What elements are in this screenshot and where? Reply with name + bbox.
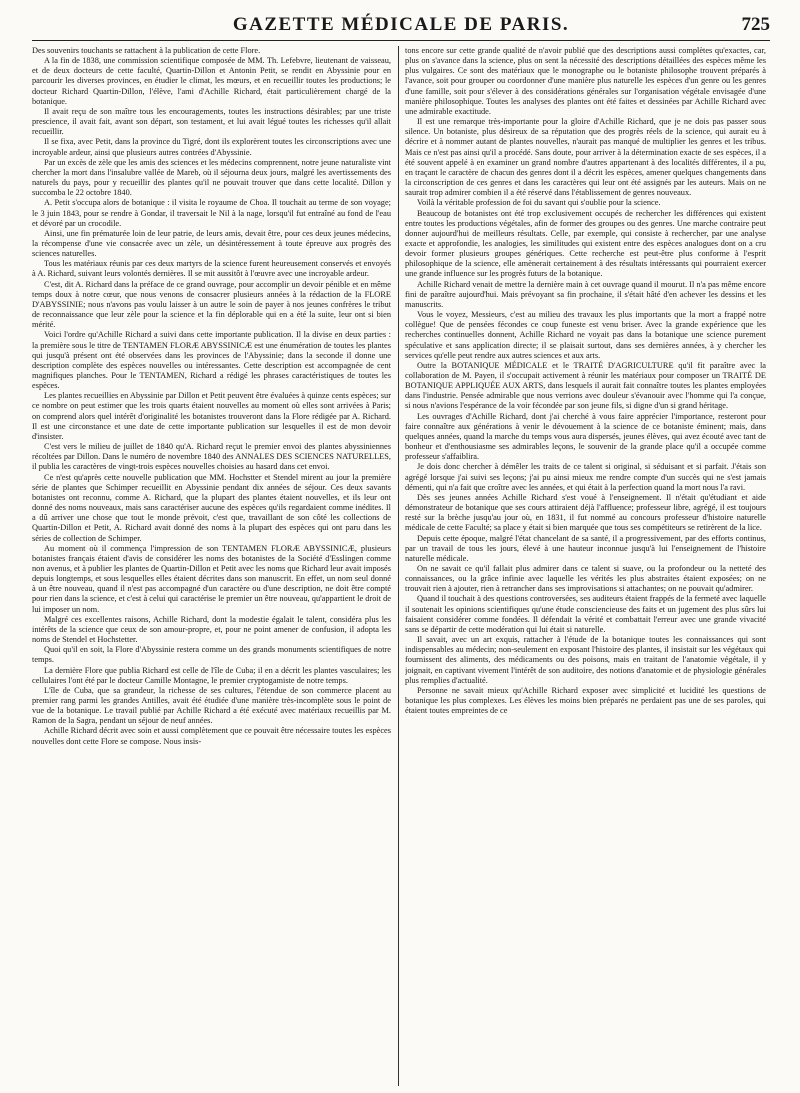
paragraph: C'est vers le milieu de juillet de 1840 qu'A. Richard reçut le premier envoi des plantes abyssiniennes récoltées par Dillon. Dans le numéro de novembre 1840 des ANNALES DES SCIENCES NATURELLES, il publia les caractères de vingt-trois espèces nouvelles choisies au hasard dans cet envoi. <box>32 442 391 472</box>
paragraph: Par un excès de zèle que les amis des sciences et les médecins comprennent, notre jeune naturaliste vint chercher la mort dans l'insalubre vallée de Mareb, où il séjourna deux jours, malgré les avertissements des naturels du pays, pour y recueillir des plantes qu'il ne pouvait trouver que dans cette localité. Dillon y succomba le 22 octobre 1840. <box>32 157 391 198</box>
page-number: 725 <box>741 14 770 35</box>
paragraph: Il avait reçu de son maître tous les encouragements, toutes les instructions désirables; par une triste prescience, il avait fait, avant son départ, son testament, et lui avait légué toutes les richesses qu'il allait recueillir. <box>32 106 391 137</box>
paragraph: Au moment où il commença l'impression de son TENTAMEN FLORÆ ABYSSINICÆ, plusieurs botanistes français étaient d'avis de considérer les noms des botanistes de la Société d'Esslingen comme non avenus, et à publier les plantes de Quartin-Dillon et Petit avec les noms que Richard leur avait imposés depuis longtemps, et sous lesquelles elles étaient décrites dans son manuscrit. En effet, un nom seul donné à un être nouveau, quand il n'est pas accompagné d'un caractère ou d'une description, ne doit être compté pour rien dans la science, et c'est à celui qui caractérise le premier un être nouveau, qu'appartient le droit de lui imposer un nom. <box>32 543 391 614</box>
paragraph: La dernière Flore que publia Richard est celle de l'île de Cuba; il en a décrit les plantes vasculaires; les cellulaires l'ont été par le docteur Camille Montagne, le premier cryptogamiste de notre temps. <box>32 665 391 685</box>
paragraph: C'est, dit A. Richard dans la préface de ce grand ouvrage, pour accomplir un devoir pénible et en même temps doux à notre cœur, que nous venons de consacrer plusieurs années à la rédaction de la FLORE D'ABYSSINIE; nous n'avons pas voulu laisser à un autre le soin de payer à nos jeunes confrères le tribut de reconnaissance que leur zèle pour la science et la fin déplorable qui en a été la suite, leur ont si bien mérité. <box>32 279 391 330</box>
paragraph: A la fin de 1838, une commission scientifique composée de MM. Th. Lefebvre, lieutenant de vaisseau, et de deux docteurs de cette faculté, Quartin-Dillon et Antonin Petit, se rendit en Abyssinie pour en parcourir les diverses provinces, en étudier le climat, les mœurs, et en recueillir toutes les productions; le docteur Richard Quartin-Dillon, l'élève, l'ami d'Achille Richard, était particulièrement chargé de la botanique. <box>32 56 391 106</box>
header-rule <box>32 40 770 41</box>
right-column <box>405 46 766 1086</box>
paragraph: Ce n'est qu'après cette nouvelle publication que MM. Hochstter et Stendel mirent au jour la première série de plantes que Schimper recueillit en Abyssinie pendant dix années de séjour. Ces deux savants botanistes ont reconnu, comme A. Richard, que la plupart des plantes étaient nouvelles, et ils leur ont donné des noms nouveaux, mais sans caractériser aucune des espèces qu'ils regardaient comme inédites. Il a dû arriver une chose que tout le monde prévoit, c'est que, travaillant de son côté les collections de Quartin-Dillon et Petit, A. Richard avait donné des noms à la plupart des espèces qui ont paru dans les séries de collection de Schimper. <box>32 472 391 543</box>
paragraph: A. Petit s'occupa alors de botanique : il visita le royaume de Choa. Il touchait au terme de son voyage; le 3 juin 1843, pour se rendre à Gondar, il traversait le Nil à la nage, lorsqu'il fut entraîné au fond de l'eau et dévoré par un crocodile. <box>32 198 391 228</box>
page-header <box>32 14 770 40</box>
paragraph: Vous le voyez, Messieurs, c'est au milieu des travaux les plus importants que la mort a frappé notre collègue! Que de pensées fécondes ce coup funeste est venu briser. Avec la grande expérience que les recherches continuelles donnent, Achille Richard ne voyait pas dans la botanique une science purement spéculative et sans application directe; il se plaisait surtout, dans ses dernières années, à y chercher les services qu'elle peut rendre aux autres sciences et aux arts. <box>405 310 766 360</box>
paragraph: Tous les matériaux réunis par ces deux martyrs de la science furent heureusement conservés et envoyés à A. Richard, suivant leurs volontés dernières. Il se mit aussitôt à l'œuvre avec une incroyable ardeur. <box>32 259 391 279</box>
paragraph: Ainsi, une fin prématurée loin de leur patrie, de leurs amis, devait être, pour ces deux jeunes médecins, la récompense d'une vie consacrée avec un zèle, un désintéressement à toute épreuve aux progrès des sciences naturelles. <box>32 228 391 259</box>
column-divider <box>398 46 399 1086</box>
paragraph: Voilà la véritable profession de foi du savant qui s'oublie pour la science. <box>417 198 661 208</box>
paragraph: Outre la BOTANIQUE MÉDICALE et le TRAITÉ D'AGRICULTURE qu'il fit paraître avec la collaboration de M. Payen, il s'occupait activement à réunir les matériaux pour composer un TRAITÉ DE BOTANIQUE APPLIQUÉE AUX ARTS, dans lesquels il aurait fait connaître toutes les plantes employées dans l'industrie. Pensée admirable que nous verrions avec douleur s'évanouir avec l'homme qui l'a conçue, si nous n'avions l'espérance de la voir fécondée par son jeune fils, si digne d'un si grand héritage. <box>405 360 766 411</box>
paragraph: Dès ses jeunes années Achille Richard s'est voué à l'enseignement. Il n'était qu'étudiant et aide démonstrateur de botanique que ses cours attiraient déjà l'affluence; professeur libre, agrégé, il est toujours resté sur la brèche jusqu'au jour où, en 1831, il fut nommé au concours professeur d'histoire naturelle médicale de cette Faculté; sa place y était si bien marquée que tous ses compétiteurs se retirèrent de la lice. <box>405 492 766 533</box>
paragraph: Depuis cette époque, malgré l'état chancelant de sa santé, il a progressivement, par des efforts continus, par un travail de tous les jours, élevé à une hauteur inconnue jusqu'à lui l'enseignement de l'histoire naturelle médicale. <box>405 533 766 563</box>
paragraph: Achille Richard décrit avec soin et aussi complètement que ce pouvait être nécessaire toutes les espèces nouvelles dont cette Flore se compose. Nous insis- <box>32 726 391 746</box>
left-column <box>32 46 391 1086</box>
paragraph: Quoi qu'il en soit, la Flore d'Abyssinie restera comme un des grands monuments scientifiques de notre temps. <box>32 645 391 665</box>
paragraph: Je dois donc chercher à démêler les traits de ce talent si original, si séduisant et si parfait. J'étais son agrégé lorsque j'ai suivi ses leçons; j'ai pu ainsi mieux me rendre compte d'un succès qui ne s'est jamais démenti, qui n'a fait que croître avec les années, et qui était à la perfection quand la mort nous l'a ravi. <box>405 462 766 492</box>
paragraph: Il est une remarque très-importante pour la gloire d'Achille Richard, que je ne dois pas passer sous silence. Un botaniste, plus désireux de sa réputation que des progrès réels de la science, qui aurait eu à décrire et à nommer autant de plantes nouvelles, n'aurait pas manqué de multiplier les genres et les tribus. Mais ce n'est pas ainsi qu'il a procédé. Sans doute, pour arriver à la détermination exacte de ses espèces, il a été souvent appelé à en examiner un grand nombre d'autres appartenant à des localités différentes, il a pu, en traçant le caractère de chacun des genres dont il a décrit les espèces, amener quelques changements dans la circonscription de ces genres et dans les caractères qui leur ont été assignés par les auteurs. Mais on ne saurait trop admirer combien il a été réservé dans l'établissement de genres nouveaux. <box>405 117 766 198</box>
paragraph: Malgré ces excellentes raisons, Achille Richard, dont la modestie égalait le talent, considéra plus les intérêts de la science que ceux de son amour-propre, et, pour ne point amener de confusion, il adopta les noms de Stendel et Hochstetter. <box>32 614 391 645</box>
paragraph: Beaucoup de botanistes ont été trop exclusivement occupés de rechercher les différences qui existent entre toutes les productions végétales, afin de former des groupes ou des genres. Une marche contraire peut donner aujourd'hui de meilleurs résultats. Celle, par exemple, qui consiste à rechercher, par une analyse exacte et approfondie, les analogies, les similitudes qui existent entre des espèces analogues dont on a cru devoir former plusieurs groupes génériques. Cette recherche est peut-être plus conforme à l'esprit philosophique de la science, elle amènerait certainement à des résultats intéressants qui pourraient exercer une grande influence sur les progrès futurs de la botanique. <box>405 208 766 279</box>
paragraph: Des souvenirs touchants se rattachent à la publication de cette Flore. <box>32 46 261 55</box>
paragraph: Les ouvrages d'Achille Richard, dont j'ai cherché à vous faire apprécier l'importance, resteront pour faire connaître aux générations à venir le dévouement à la science de ce botaniste éminent; mais, dans quelques années, quand la marche du temps vous aura dispersés, jeunes élèves, qui avez écouté avec tant de bonheur et d'enthousiasme ses admirables leçons, le souvenir de la grande place qu'il a occupée comme professeur s'affaiblira. <box>405 411 766 462</box>
paragraph: Il savait, avec un art exquis, rattacher à l'étude de la botanique toutes les connaissances qui sont indispensables au médecin; non-seulement en exposant l'histoire des plantes, il insistait sur les végétaux qui fournissent des aliments, des médicaments ou des poisons, mais en traitant de l'anatomie végétale, il y joignait, en captivant vivement l'intérêt de son auditoire, des notions d'anatomie et de physiologie générales plus remplies d'actualité. <box>405 635 766 685</box>
paragraph: On ne savait ce qu'il fallait plus admirer dans ce talent si suave, ou la profondeur ou la netteté des connaissances, ou la grâce infinie avec laquelle les vérités les plus abstraites étaient exposées; on ne trouvait rien à ajouter, rien à retrancher dans ses improvisations si attachantes; on ne pouvait qu'admirer. <box>405 563 766 594</box>
paragraph: tons encore sur cette grande qualité de n'avoir publié que des descriptions aussi complètes qu'exactes, car, plus on s'avance dans la science, plus on sent la nécessité des descriptions détaillées des espèces même les plus vulgaires. Ce sont des matériaux que le monographe ou le botaniste philosophe trouvent préparés à l'avance, soit pour grouper ou coordonner d'une manière plus naturelle les espèces d'un genre ou les genres d'une famille, soit pour s'élever à des considérations générales sur l'organisation végétale envisagée d'une manière philosophique. Toutes les analyses des plantes ont été faites et dessinées par Achille Richard avec une admirable exactitude. <box>405 46 766 116</box>
paragraph: Les plantes recueillies en Abyssinie par Dillon et Petit peuvent être évaluées à quinze cents espèces; sur ce nombre on peut estimer que les trois quarts étaient nouvelles au moment où elles sont arrivées à Paris; on comprend alors quel intérêt d'originalité les botanistes trouveront dans la Flore rédigée par A. Richard. Il est une circonstance et une date de cette importante publication sur lesquelles il est de mon devoir d'insister. <box>32 391 391 441</box>
journal-title: GAZETTE MÉDICALE DE PARIS. <box>232 14 570 35</box>
paragraph: Voici l'ordre qu'Achille Richard a suivi dans cette importante publication. Il la divise en deux parties : la première sous le titre de TENTAMEN FLORÆ ABYSSINICÆ est une énumération de toutes les plantes qui jusqu'à présent ont été observées dans les provinces de l'Abyssinie; dans la seconde il donne une description complète des espèces nouvelles ou intéressantes. Cette description est accompagnée de cent magnifiques planches. Pour le TENTAMEN, Richard a rédigé les phrases caractéristiques de toutes les espèces. <box>32 330 391 391</box>
paragraph: Achille Richard venait de mettre la dernière main à cet ouvrage quand il mourut. Il n'a pas même encore fini de paraître aujourd'hui. Mais prévoyant sa fin prochaine, il s'était hâté d'en achever les dessins et les manuscrits. <box>405 279 766 309</box>
paragraph: L'île de Cuba, que sa grandeur, la richesse de ses cultures, l'étendue de son commerce placent au premier rang parmi les grandes Antilles, avait été étudiée d'une manière très-incomplète sous le point de vue de la botanique. Le travail publié par Achille Richard a été exécuté avec matériaux recueillis par M. Ramon de la Sagra, pendant un séjour de neuf années. <box>32 685 391 726</box>
paragraph: Quand il touchait à des questions controversées, ses auditeurs étaient frappés de la fermeté avec laquelle il soutenait les opinions scientifiques qu'une étude consciencieuse des faits et un jugement des plus sûrs lui faisaient considérer comme fondées. Il défendait la vérité et combattait l'erreur avec une grande vivacité sans se départir de cette modération qui lui était si naturelle. <box>405 594 766 634</box>
paragraph: Personne ne savait mieux qu'Achille Richard exposer avec simplicité et lucidité les questions de botanique les plus complexes. Les élèves les moins bien préparés ne perdaient pas une de ses paroles, qui étaient toutes empreintes de ce <box>405 685 766 716</box>
paragraph: Il se fixa, avec Petit, dans la province du Tigré, dont ils explorèrent toutes les circonscriptions avec une incroyable ardeur, ainsi que plusieurs autres contrées d'Abyssinie. <box>32 137 391 157</box>
